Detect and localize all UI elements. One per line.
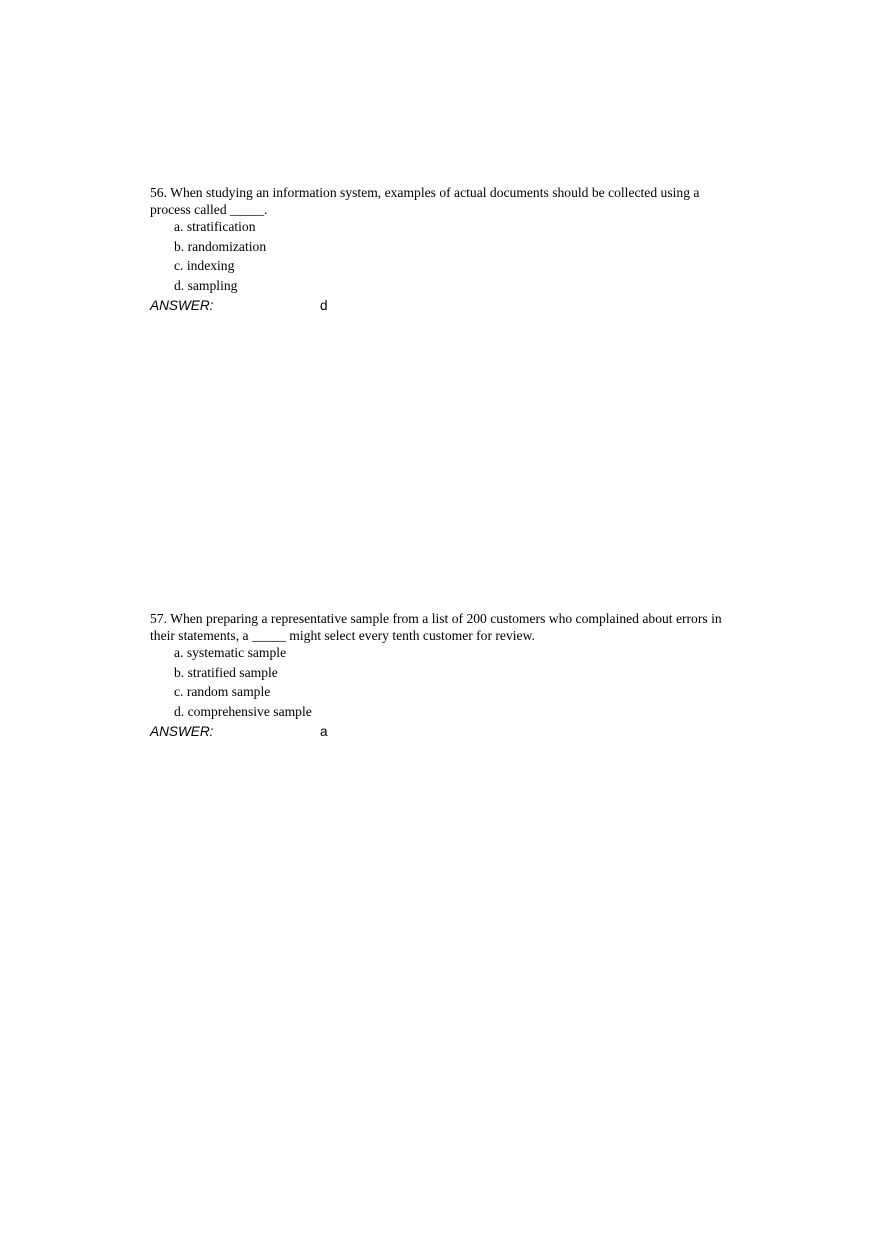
answer-label: ANSWER: bbox=[150, 724, 214, 739]
question-stem: 56. When studying an information system, examples of actual documents should be collected using a process called _____. bbox=[150, 185, 700, 217]
answer-label: ANSWER: bbox=[150, 298, 214, 313]
answer-options bbox=[150, 218, 740, 296]
question-56 bbox=[150, 184, 740, 315]
answer-row bbox=[150, 723, 740, 741]
option-a: a. systematic sample bbox=[174, 645, 287, 660]
option-d: d. comprehensive sample bbox=[174, 703, 312, 719]
option-b: b. randomization bbox=[174, 238, 267, 254]
option-c: c. indexing bbox=[174, 258, 235, 273]
answer-value: a bbox=[320, 724, 328, 739]
question-57 bbox=[150, 610, 740, 741]
option-c: c. random sample bbox=[174, 684, 271, 699]
option-b: b. stratified sample bbox=[174, 664, 278, 680]
answer-value: d bbox=[320, 298, 328, 313]
question-stem: 57. When preparing a representative sample from a list of 200 customers who complained about errors in their statements, a _____ might select every tenth customer for review. bbox=[150, 611, 722, 643]
answer-options bbox=[150, 644, 740, 722]
answer-row bbox=[150, 297, 740, 315]
option-d: d. sampling bbox=[174, 277, 238, 293]
option-a: a. stratification bbox=[174, 219, 256, 234]
